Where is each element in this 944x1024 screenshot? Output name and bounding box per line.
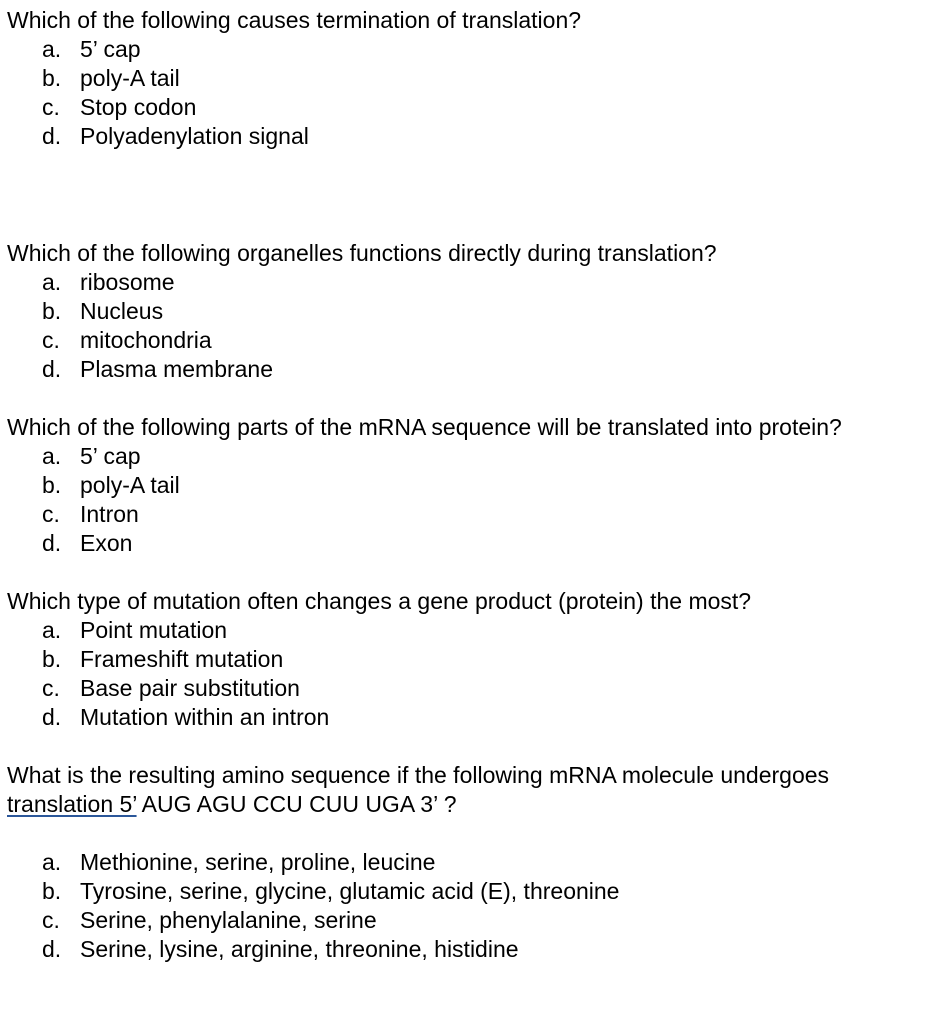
option-text: poly-A tail	[80, 472, 180, 498]
option-text: Point mutation	[80, 617, 228, 643]
question-3	[7, 413, 927, 558]
option-letter: a.	[42, 443, 62, 469]
option-text: Tyrosine, serine, glycine, glutamic acid (E), threonine	[80, 878, 620, 904]
option-text: Plasma membrane	[80, 356, 274, 382]
option-text: Exon	[80, 530, 133, 556]
option-letter: c.	[42, 675, 60, 701]
question-stem: Which type of mutation often changes a gene product (protein) the most?	[7, 588, 752, 614]
blank-line	[7, 819, 927, 848]
option-letter: d.	[42, 936, 62, 962]
option-letter: d.	[42, 356, 62, 382]
option-b	[42, 471, 927, 500]
option-c	[42, 326, 927, 355]
quiz-document	[7, 6, 927, 964]
option-text: Frameshift mutation	[80, 646, 284, 672]
question-stem: Which of the following organelles functions directly during translation?	[7, 240, 717, 266]
option-text: Methionine, serine, proline, leucine	[80, 849, 436, 875]
option-letter: b.	[42, 878, 62, 904]
option-letter: b.	[42, 472, 62, 498]
option-d	[42, 703, 927, 732]
option-text: Polyadenylation signal	[80, 123, 309, 149]
option-a	[42, 35, 927, 64]
option-list	[7, 35, 927, 151]
option-c	[42, 500, 927, 529]
option-text: Serine, phenylalanine, serine	[80, 907, 377, 933]
option-c	[42, 93, 927, 122]
option-c	[42, 906, 927, 935]
option-letter: c.	[42, 327, 60, 353]
option-list	[7, 616, 927, 732]
option-d	[42, 122, 927, 151]
option-c	[42, 674, 927, 703]
option-letter: c.	[42, 907, 60, 933]
question-stem	[7, 761, 927, 819]
question-5	[7, 761, 927, 964]
option-text: 5’ cap	[80, 36, 141, 62]
option-a	[42, 616, 927, 645]
option-d	[42, 355, 927, 384]
option-text: Serine, lysine, arginine, threonine, histidine	[80, 936, 519, 962]
question-1	[7, 6, 927, 151]
option-letter: a.	[42, 36, 62, 62]
option-text: Intron	[80, 501, 139, 527]
option-letter: d.	[42, 530, 62, 556]
question-stem: Which of the following causes termination of translation?	[7, 7, 582, 33]
option-text: 5’ cap	[80, 443, 141, 469]
option-a	[42, 268, 927, 297]
option-b	[42, 645, 927, 674]
option-text: poly-A tail	[80, 65, 180, 91]
option-text: mitochondria	[80, 327, 212, 353]
option-letter: b.	[42, 646, 62, 672]
option-letter: c.	[42, 501, 60, 527]
option-list	[7, 442, 927, 558]
option-list	[7, 268, 927, 384]
option-letter: d.	[42, 123, 62, 149]
option-b	[42, 297, 927, 326]
option-b	[42, 877, 927, 906]
option-letter: b.	[42, 65, 62, 91]
option-a	[42, 442, 927, 471]
option-letter: a.	[42, 849, 62, 875]
option-letter: d.	[42, 704, 62, 730]
option-d	[42, 935, 927, 964]
question-stem: Which of the following parts of the mRNA sequence will be translated into protein?	[7, 414, 842, 440]
option-text: Mutation within an intron	[80, 704, 330, 730]
option-letter: c.	[42, 94, 60, 120]
question-4	[7, 587, 927, 732]
option-d	[42, 529, 927, 558]
option-text: ribosome	[80, 269, 175, 295]
option-letter: a.	[42, 269, 62, 295]
question-2	[7, 239, 927, 384]
question-stem-part1: What is the resulting amino sequence if the following mRNA molecule undergoes	[7, 762, 830, 788]
option-list	[7, 848, 927, 964]
option-letter: b.	[42, 298, 62, 324]
option-letter: a.	[42, 617, 62, 643]
option-text: Nucleus	[80, 298, 164, 324]
option-a	[42, 848, 927, 877]
translation-underlined-text: translation 5’	[7, 791, 137, 817]
option-b	[42, 64, 927, 93]
option-text: Stop codon	[80, 94, 197, 120]
option-text: Base pair substitution	[80, 675, 300, 701]
mrna-sequence: AUG AGU CCU CUU UGA 3’ ?	[136, 791, 457, 817]
